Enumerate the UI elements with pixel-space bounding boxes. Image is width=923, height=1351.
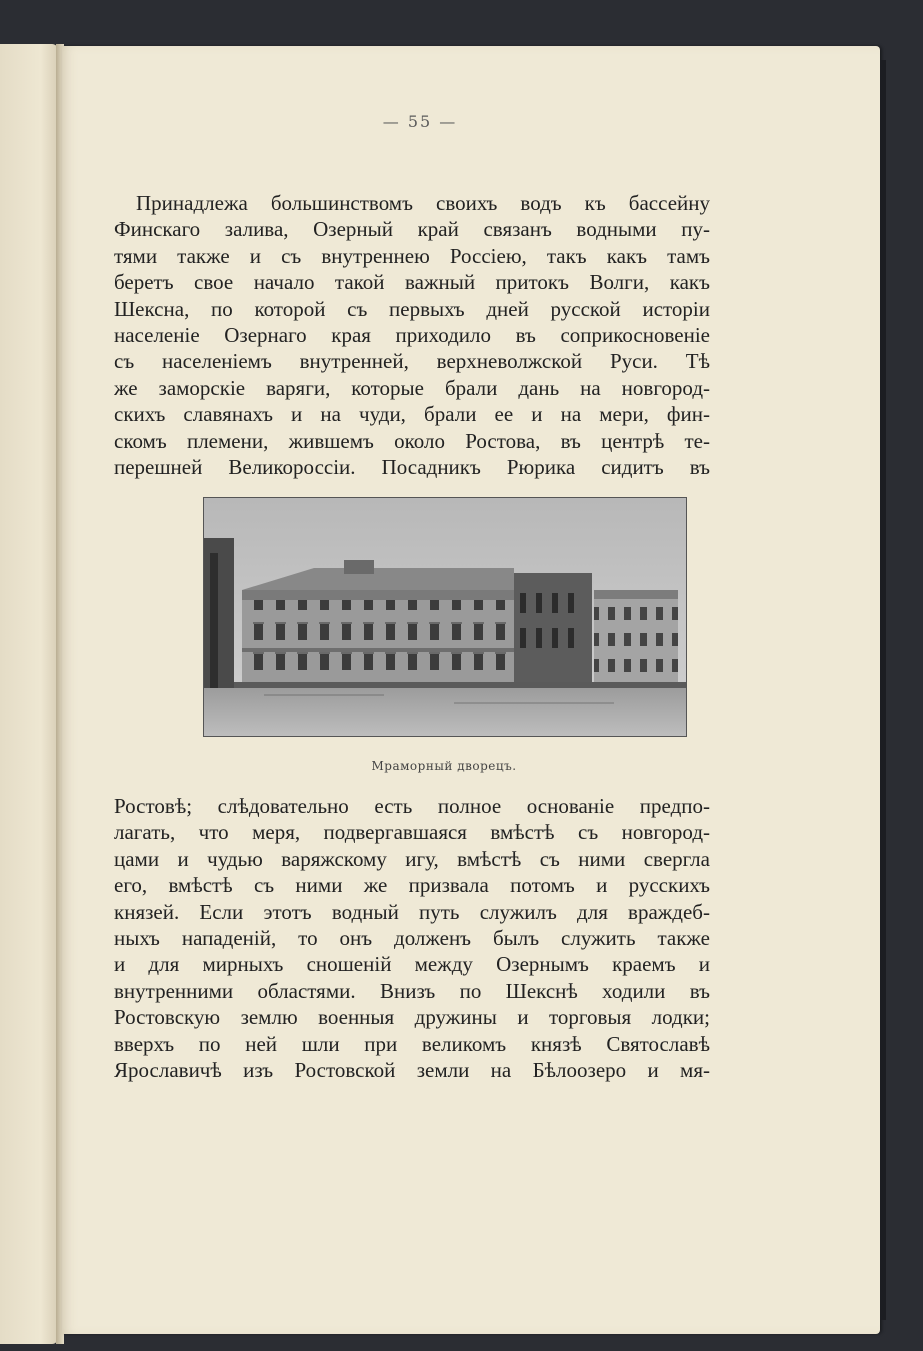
text-line: Ростовѣ; слѣдовательно есть полное основаніе предпо- bbox=[114, 794, 710, 818]
text-line: тями также и съ внутреннею Россіею, такъ какъ тамъ bbox=[114, 243, 710, 268]
text-line: князей. Если этотъ водный путь служилъ для враждеб- bbox=[114, 899, 710, 924]
page-edge-shadow bbox=[880, 60, 886, 1320]
text-line: Принадлежа большинствомъ своихъ водъ къ бассейну bbox=[136, 191, 710, 215]
text-line: Ростовскую землю военныя дружины и торговыя лодки; bbox=[114, 1005, 710, 1030]
text-line: лагать, что меря, подвергавшаяся вмѣстѣ съ новгород- bbox=[114, 820, 710, 845]
facing-page-edge bbox=[0, 44, 58, 1344]
text-line: вверхъ по ней шли при великомъ князѣ Святославѣ bbox=[114, 1031, 710, 1056]
text-line: его, вмѣстѣ съ ними же призвала потомъ и русскихъ bbox=[114, 873, 710, 898]
text-line: ныхъ нападеній, то онъ долженъ былъ служить также bbox=[114, 925, 710, 950]
text-line: населеніе Озернаго края приходило въ соприкосновеніе bbox=[114, 322, 710, 347]
page-number: — 55 — bbox=[382, 112, 458, 131]
text-line: же заморскіе варяги, которые брали дань на новгород- bbox=[114, 375, 710, 400]
text-line: перешней Великороссіи. Посадникъ Рюрика сидитъ въ bbox=[114, 454, 710, 479]
text-line: съ населеніемъ внутренней, верхневолжской Руси. Тѣ bbox=[114, 349, 710, 374]
marble-palace-photo bbox=[203, 497, 687, 737]
figure-caption: Мраморный дворецъ. bbox=[371, 759, 517, 773]
text-line: беретъ свое начало такой важный притокъ Волги, какъ bbox=[114, 270, 710, 295]
text-line: и для мирныхъ сношеній между Озернымъ краемъ и bbox=[114, 952, 710, 977]
text-line: цами и чудью варяжскому игу, вмѣстѣ съ ними свергла bbox=[114, 846, 710, 871]
text-line: Финскаго залива, Озерный край связанъ водными пу- bbox=[114, 217, 710, 242]
text-line: скихъ славянахъ и на чуди, брали ее и на мери, фин- bbox=[114, 402, 710, 427]
text-line: Шексна, по которой съ первыхъ дней русской исторіи bbox=[114, 296, 710, 321]
paragraph-1 bbox=[114, 190, 710, 480]
paragraph-2 bbox=[114, 793, 710, 1083]
text-line: внутренними областями. Внизъ по Шекснѣ ходили въ bbox=[114, 978, 710, 1003]
text-line: скомъ племени, жившемъ около Ростова, въ центрѣ те- bbox=[114, 428, 710, 453]
text-line: Ярославичѣ изъ Ростовской земли на Бѣлоозеро и мя- bbox=[114, 1057, 710, 1082]
